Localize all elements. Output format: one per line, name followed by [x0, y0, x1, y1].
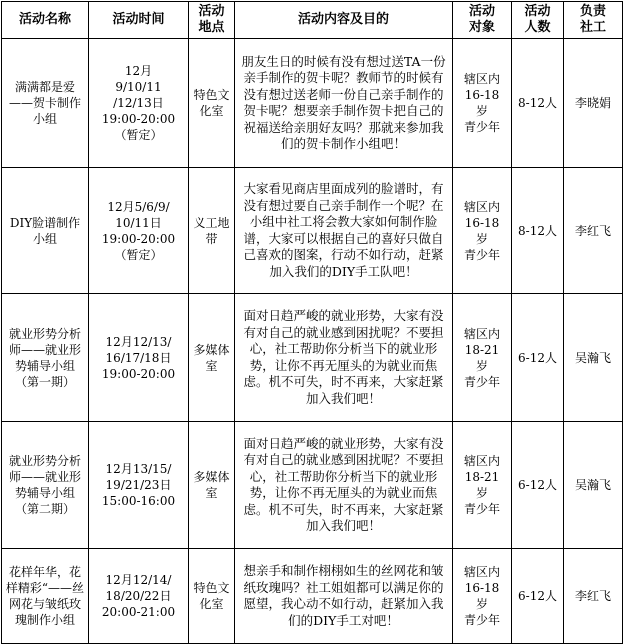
activity-schedule-table: [1, 1, 623, 644]
activity-time: 12月 9/10/11 /12/13日 19:00-20:00 （暂定）: [89, 39, 189, 168]
activity-count: 6-12人: [512, 422, 564, 549]
header-social-worker: 负责 社工: [564, 2, 623, 39]
table-row: [2, 422, 623, 549]
activity-place: 特色文化室: [189, 39, 235, 168]
header-activity-name: 活动名称: [2, 2, 89, 39]
activity-name: 花样年华，花样精彩“——丝网花与皱纸玫瑰制作小组: [2, 549, 89, 644]
activity-name: 满满都是爱——贺卡制作小组: [2, 39, 89, 168]
activity-name: 就业形势分析师——就业形势辅导小组（第一期）: [2, 294, 89, 422]
activity-time: 12月12/14/ 18/20/22日 20:00-21:00: [89, 549, 189, 644]
activity-target: 辖区内 16-18 岁 青少年: [453, 549, 512, 644]
activity-place: 特色文化室: [189, 549, 235, 644]
header-activity-time: 活动时间: [89, 2, 189, 39]
activity-time: 12月5/6/9/ 10/11日 19:00-20:00 （暂定）: [89, 168, 189, 294]
table-row: [2, 39, 623, 168]
activity-time: 12月12/13/ 16/17/18日 19:00-20:00: [89, 294, 189, 422]
activity-target: 辖区内 16-18 岁 青少年: [453, 39, 512, 168]
header-activity-count: 活动 人数: [512, 2, 564, 39]
activity-content: 大家看见商店里面成列的脸谱时，有没有想过要自己亲手制作一个呢？在小组中社工将会教大家如何制作脸谱，大家可以根据自己的喜好只做自己喜欢的图案，行动不如行动，赶紧加入我们的DIY手工队吧！: [235, 168, 453, 294]
activity-content: 面对日趋严峻的就业形势，大家有没有对自己的就业感到困扰呢？不要担心，社工帮助你分析当下的就业形势，让你不再无厘头的为就业而焦虑。机不可失，时不再来，大家赶紧加入我们吧！: [235, 294, 453, 422]
social-worker: 吴瀚飞: [564, 422, 623, 549]
social-worker: 吴瀚飞: [564, 294, 623, 422]
activity-name: DIY脸谱制作小组: [2, 168, 89, 294]
activity-place: 多媒体室: [189, 294, 235, 422]
header-activity-place: 活动 地点: [189, 2, 235, 39]
activity-target: 辖区内 16-18 岁 青少年: [453, 168, 512, 294]
activity-content: 面对日趋严峻的就业形势，大家有没有对自己的就业感到困扰呢？不要担心，社工帮助你分析当下的就业形势，让你不再无厘头的为就业而焦虑。机不可失，时不再来，大家赶紧加入我们吧！: [235, 422, 453, 549]
header-row: [2, 2, 623, 39]
header-activity-target: 活动 对象: [453, 2, 512, 39]
activity-target: 辖区内 18-21 岁 青少年: [453, 422, 512, 549]
social-worker: 李红飞: [564, 549, 623, 644]
activity-name: 就业形势分析师——就业形势辅导小组（第二期）: [2, 422, 89, 549]
table-row: [2, 549, 623, 644]
activity-place: 义工地带: [189, 168, 235, 294]
social-worker: 李晓娟: [564, 39, 623, 168]
header-activity-content: 活动内容及目的: [235, 2, 453, 39]
activity-count: 6-12人: [512, 549, 564, 644]
activity-target: 辖区内 18-21 岁 青少年: [453, 294, 512, 422]
activity-count: 8-12人: [512, 39, 564, 168]
table-row: [2, 294, 623, 422]
activity-content: 想亲手和制作栩栩如生的丝网花和皱纸玫瑰吗？社工姐姐都可以满足你的愿望，我心动不如行动，赶紧加入我们的DIY手工对吧！: [235, 549, 453, 644]
activity-time: 12月13/15/ 19/21/23日 15:00-16:00: [89, 422, 189, 549]
social-worker: 李红飞: [564, 168, 623, 294]
activity-count: 6-12人: [512, 294, 564, 422]
table-row: [2, 168, 623, 294]
activity-count: 8-12人: [512, 168, 564, 294]
activity-content: 朋友生日的时候有没有想过送TA一份亲手制作的贺卡呢？教师节的时候有没有想过送老师一份自己亲手制作的贺卡呢？想要亲手制作贺卡把自己的祝福送给亲朋好友吗？那就来参加我们的贺卡制作小组吧！: [235, 39, 453, 168]
activity-place: 多媒体室: [189, 422, 235, 549]
